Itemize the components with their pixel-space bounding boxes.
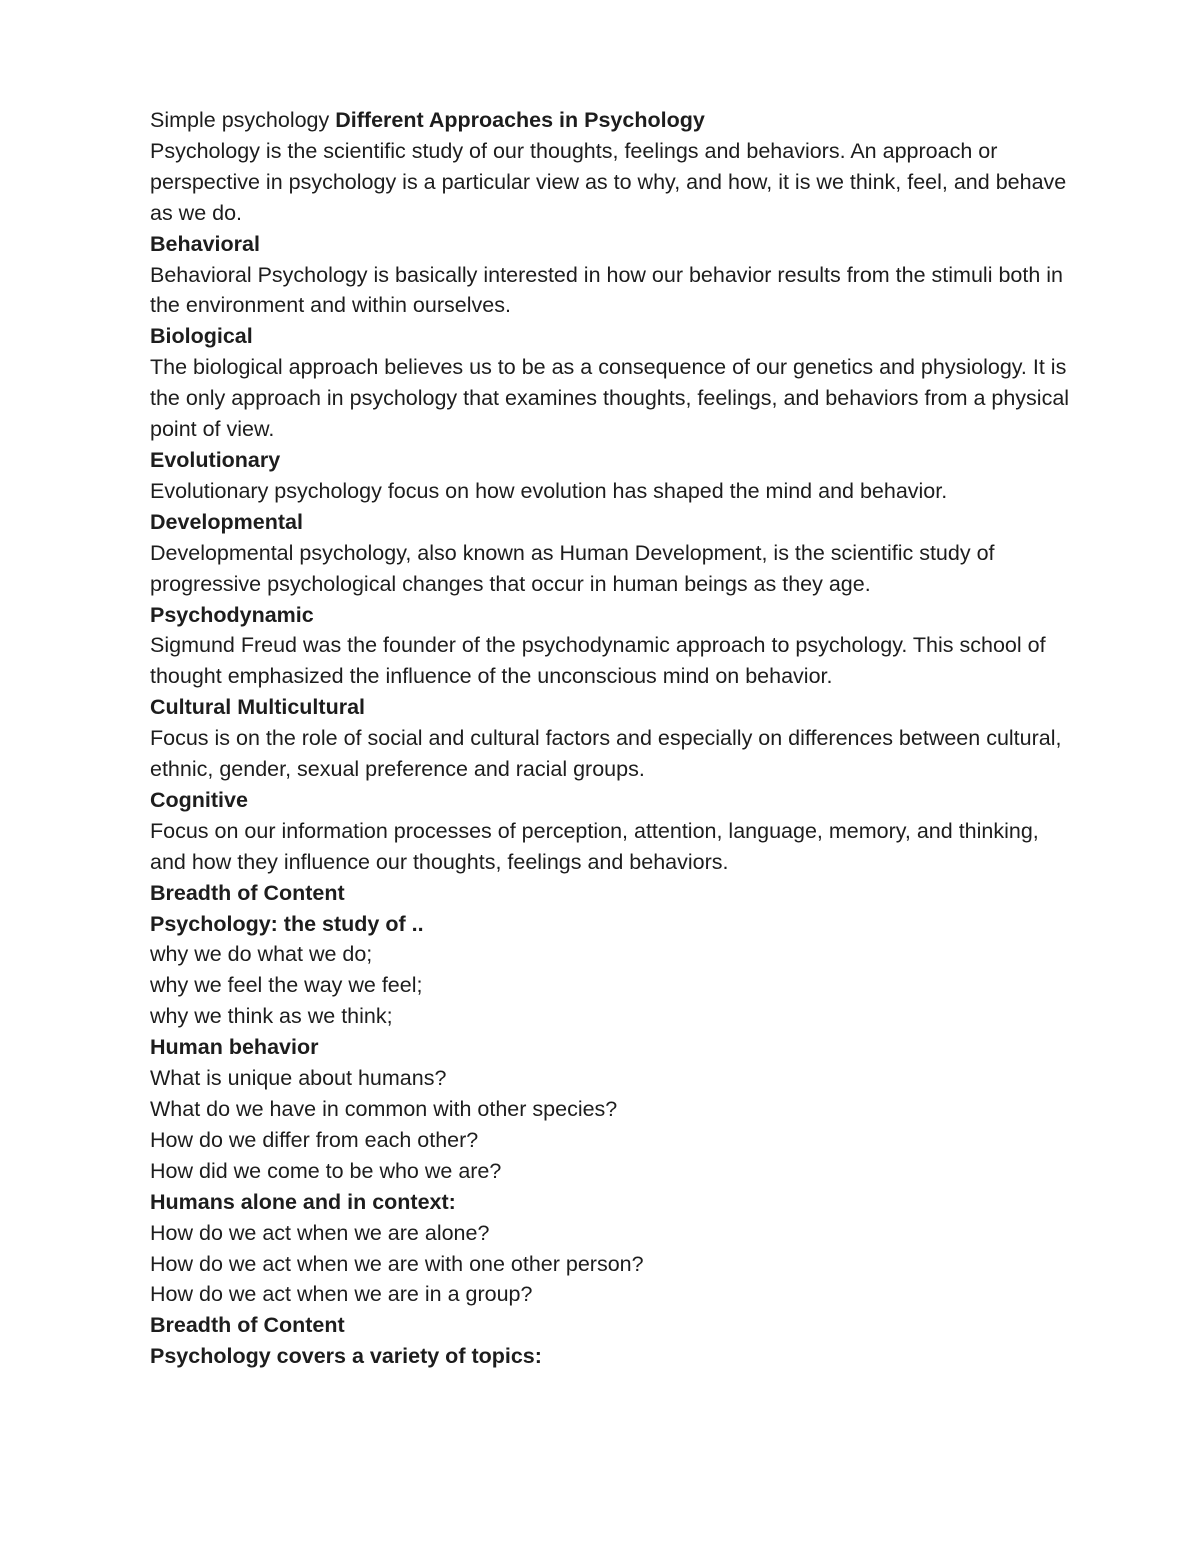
list-item: How do we differ from each other? xyxy=(150,1127,479,1152)
list-item: What do we have in common with other species? xyxy=(150,1097,618,1121)
document-title xyxy=(150,105,1080,136)
intro-paragraph: Psychology is the scientific study of our thoughts, feelings and behaviors. An approach or perspective in psychology is a particular view as to why, and how, it is we think, feel, and behave as we do. xyxy=(150,138,1067,225)
list-item: why we think as we think; xyxy=(150,1004,393,1029)
breadth-heading: Breadth of Content xyxy=(150,880,345,905)
section-text-developmental: Developmental psychology, also known as Human Development, is the scientific study of progressive psychological changes that occur in human beings as they age. xyxy=(150,540,995,596)
section-text-cultural: Focus is on the role of social and cultural factors and especially on differences between cultural, ethnic, gender, sexual preference and racial groups. xyxy=(150,726,1062,782)
list-item: How do we act when we are in a group? xyxy=(150,1282,533,1307)
section-heading-cultural: Cultural Multicultural xyxy=(150,695,365,720)
list-item: why we feel the way we feel; xyxy=(150,973,423,998)
section-heading-evolutionary: Evolutionary xyxy=(150,447,281,472)
study-heading: Psychology: the study of .. xyxy=(150,911,424,936)
section-text-biological: The biological approach believes us to be as a consequence of our genetics and physiology. It is the only approach in psychology that examines thoughts, feelings, and behaviors from a physical point of view. xyxy=(150,355,1070,442)
section-text-cognitive: Focus on our information processes of perception, attention, language, memory, and thinking, and how they influence our thoughts, feelings and behaviors. xyxy=(150,818,1039,874)
human-behavior-heading: Human behavior xyxy=(150,1035,319,1060)
title-prefix: Simple psychology xyxy=(150,108,330,132)
title-main: Different Approaches in Psychology xyxy=(335,108,705,132)
section-text-behavioral: Behavioral Psychology is basically interested in how our behavior results from the stimuli both in the environment and within ourselves. xyxy=(150,262,1063,318)
section-heading-cognitive: Cognitive xyxy=(150,787,248,812)
breadth-heading: Breadth of Content xyxy=(150,1313,345,1338)
section-heading-developmental: Developmental xyxy=(150,509,303,534)
section-text-psychodynamic: Sigmund Freud was the founder of the psychodynamic approach to psychology. This school of thought emphasized the influence of the unconscious mind on behavior. xyxy=(150,633,1046,689)
list-item: why we do what we do; xyxy=(150,942,373,967)
list-item: How do we act when we are with one other person? xyxy=(150,1251,644,1276)
list-item: How do we act when we are alone? xyxy=(150,1220,490,1245)
section-heading-biological: Biological xyxy=(150,324,253,349)
section-text-evolutionary: Evolutionary psychology focus on how evolution has shaped the mind and behavior. xyxy=(150,478,948,503)
topics-heading: Psychology covers a variety of topics: xyxy=(150,1344,542,1369)
section-heading-psychodynamic: Psychodynamic xyxy=(150,602,314,627)
section-heading-behavioral: Behavioral xyxy=(150,231,260,256)
list-item: How did we come to be who we are? xyxy=(150,1158,502,1183)
document-page xyxy=(150,105,1080,1372)
context-heading: Humans alone and in context: xyxy=(150,1189,456,1214)
list-item: What is unique about humans? xyxy=(150,1066,447,1091)
